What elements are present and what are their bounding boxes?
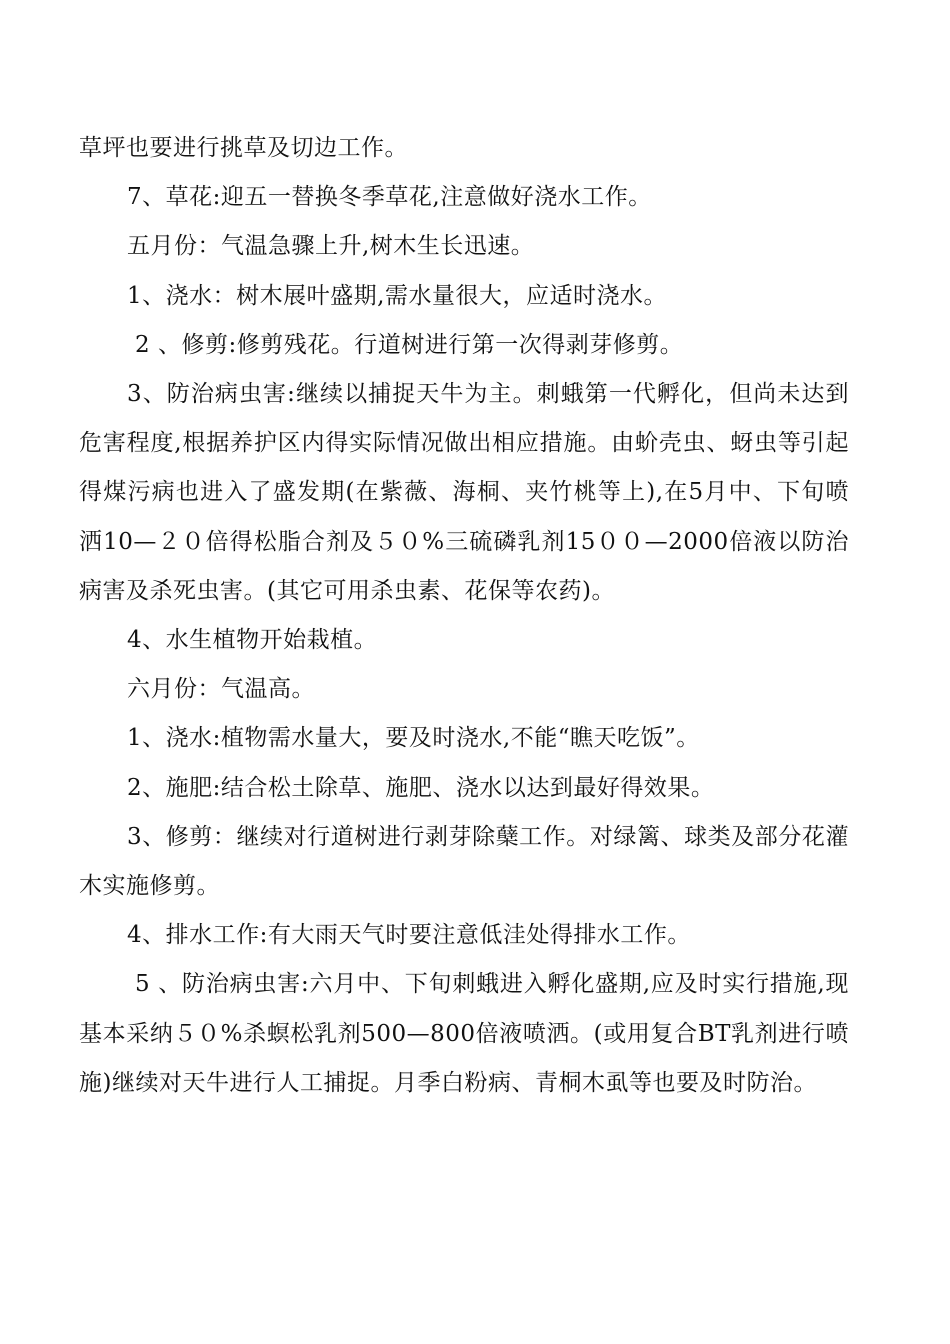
paragraph-june-fertilizing: 2、施肥:结合松土除草、施肥、浇水以达到最好得效果。 [127, 774, 715, 801]
heading-may: 五月份：气温急骤上升,树木生长迅速。 [127, 233, 535, 260]
paragraph-flowers: 7、草花:迎五一替换冬季草花,注意做好浇水工作。 [127, 184, 652, 211]
paragraph-june-drainage: 4、排水工作:有大雨天气时要注意低洼处得排水工作。 [127, 922, 691, 949]
paragraph-may-aquatic-plants: 4、水生植物开始栽植。 [127, 627, 378, 654]
paragraph-may-watering: 1、浇水：树木展叶盛期,需水量很大，应适时浇水。 [127, 282, 667, 309]
paragraph-june-pruning: 3、修剪：继续对行道树进行剥芽除蘖工作。对绿篱、球类及部分花灌木实施修剪。 [79, 823, 849, 900]
paragraph-may-pruning: 2 、修剪:修剪残花。行道树进行第一次得剥芽修剪。 [135, 331, 684, 358]
paragraph-may-pest-control: 3、防治病虫害:继续以捕捉天牛为主。刺蛾第一代孵化，但尚未达到危害程度,根据养护区内得实际情况做出相应措施。由蚧壳虫、蚜虫等引起得煤污病也进入了盛发期(在紫薇、海桐、夹竹桃等上),在5月中、下旬喷洒10—２０倍得松脂合剂及５０%三硫磷乳剂15００—2000倍液以防治病害及杀死虫害。(其它可用杀虫素、花保等农药)。 [79, 381, 849, 604]
paragraph-lawn-trimming: 草坪也要进行挑草及切边工作。 [79, 135, 408, 161]
heading-june: 六月份：气温高。 [127, 676, 315, 703]
document-body [79, 124, 849, 1108]
paragraph-june-watering: 1、浇水:植物需水量大，要及时浇水,不能“瞧天吃饭”。 [127, 725, 700, 752]
paragraph-june-pest-control: 5 、防治病虫害:六月中、下旬刺蛾进入孵化盛期,应及时实行措施,现基本采纳５０%杀螟松乳剂500—800倍液喷洒。(或用复合BT乳剂进行喷施)继续对天牛进行人工捕捉。月季白粉病、青桐木虱等也要及时防治。 [79, 971, 849, 1096]
